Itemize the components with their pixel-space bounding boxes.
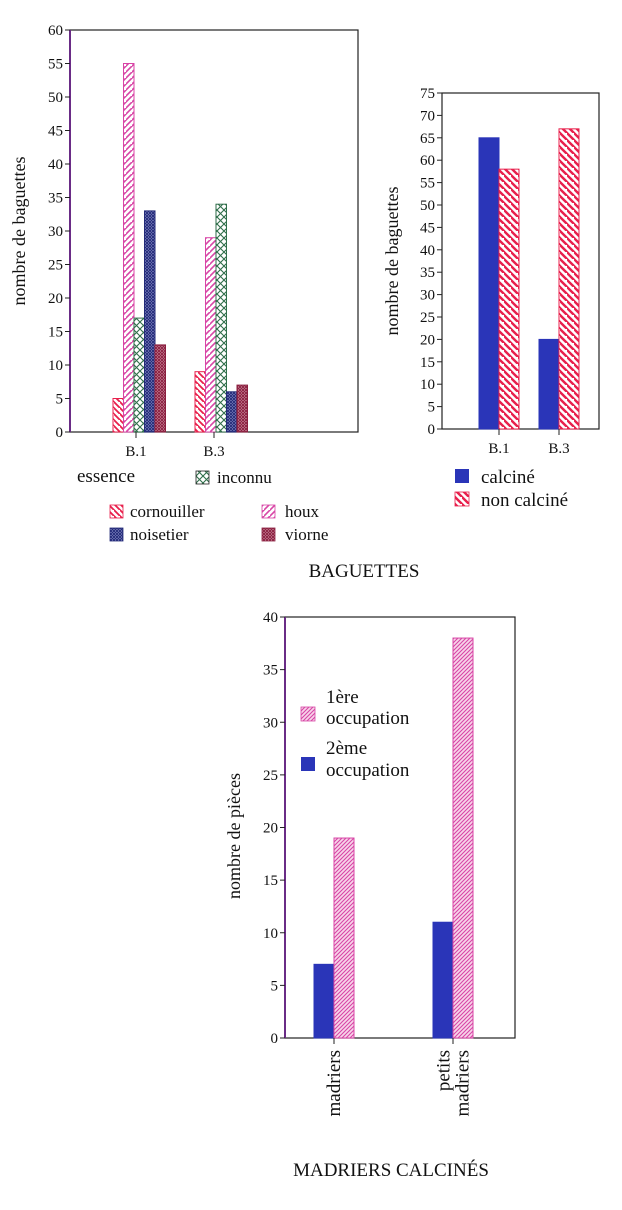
chart2-ytick-0: 0 xyxy=(427,422,435,438)
legend-swatch-2eme xyxy=(301,757,315,771)
legend-swatch-inconnu xyxy=(196,471,209,484)
chart2-ytick-55: 55 xyxy=(420,175,435,192)
chart1-bar-viorne-b-1 xyxy=(155,345,166,432)
chart3-bar-2eme-occupation-petits-madriers xyxy=(433,922,453,1038)
chart2-bar-calcine-b-1 xyxy=(479,138,499,429)
chart2-bar-non-calcine-b-1 xyxy=(499,169,519,429)
legend-label-houx: houx xyxy=(285,502,319,521)
section-title-baguettes: BAGUETTES xyxy=(308,561,420,582)
legend-item-non-calcine xyxy=(455,490,568,511)
chart1-category-b-1: B.1 xyxy=(125,444,147,460)
chart1-ytick-50: 50 xyxy=(48,90,63,106)
chart1-category-b-3: B.3 xyxy=(203,444,225,460)
chart-calcination xyxy=(382,86,599,511)
chart3-ytick-35: 35 xyxy=(263,662,278,679)
chart2-ytick-40: 40 xyxy=(420,242,435,259)
chart-madriers xyxy=(224,610,515,1116)
chart3-y-ticks xyxy=(263,610,285,1047)
chart1-bars xyxy=(113,64,248,433)
legend-label-noisetier: noisetier xyxy=(130,525,189,544)
chart2-bar-non-calcine-b-3 xyxy=(559,129,579,429)
chart1-bar-cornouiller-b-1 xyxy=(113,399,124,433)
chart2-bars xyxy=(479,129,579,429)
chart3-ytick-15: 15 xyxy=(263,873,278,890)
chart3-ytick-20: 20 xyxy=(263,820,278,837)
legend-label-calcine: calciné xyxy=(481,467,535,488)
legend-swatch-houx xyxy=(262,505,275,518)
chart3-ytick-25: 25 xyxy=(263,767,278,784)
legend-label-cornouiller: cornouiller xyxy=(130,502,205,521)
chart3-categories xyxy=(324,1038,474,1116)
chart2-ytick-25: 25 xyxy=(420,310,435,326)
chart3-y-axis-label: nombre de pièces xyxy=(224,773,244,899)
legend-label-1ere-line1: 1ère xyxy=(326,687,359,708)
chart1-bar-noisetier-b-3 xyxy=(227,392,238,432)
chart1-ytick-5: 5 xyxy=(55,391,63,408)
chart1-bar-cornouiller-b-3 xyxy=(195,372,206,432)
legend-label-non-calcine: non calciné xyxy=(481,490,569,511)
chart1-ytick-15: 15 xyxy=(48,324,63,341)
chart-essence xyxy=(9,23,358,544)
legend-item-1ere-occupation xyxy=(301,687,410,729)
chart2-bar-calcine-b-3 xyxy=(539,339,559,429)
legend-swatch-noisetier xyxy=(110,528,123,541)
legend-swatch-1ere xyxy=(301,707,315,721)
legend-item-cornouiller xyxy=(110,502,205,521)
chart2-ytick-30: 30 xyxy=(420,287,435,304)
chart3-bar-2eme-occupation-madriers xyxy=(314,964,334,1038)
chart1-ytick-25: 25 xyxy=(48,257,63,274)
chart3-bar-1ere-occupation-petits-madriers xyxy=(453,638,473,1038)
chart2-ytick-35: 35 xyxy=(420,265,435,282)
chart1-ytick-45: 45 xyxy=(48,123,63,140)
chart1-ytick-30: 30 xyxy=(48,224,63,240)
chart2-y-axis-label: nombre de baguettes xyxy=(382,186,402,336)
legend-swatch-calcine xyxy=(455,469,469,483)
chart1-ytick-10: 10 xyxy=(48,358,63,374)
chart3-ytick-5: 5 xyxy=(270,978,278,995)
chart1-ytick-0: 0 xyxy=(55,425,63,441)
chart2-categories xyxy=(488,429,569,457)
chart2-ytick-5: 5 xyxy=(427,399,435,416)
chart2-ytick-50: 50 xyxy=(420,198,435,214)
legend-label-2eme-line1: 2ème xyxy=(326,738,368,759)
chart2-ytick-65: 65 xyxy=(420,130,435,147)
chart3-ytick-40: 40 xyxy=(263,610,278,626)
chart3-ytick-30: 30 xyxy=(263,715,278,732)
legend-swatch-viorne xyxy=(262,528,275,541)
chart3-category-petits-madriers-0: petits xyxy=(433,1050,455,1092)
chart2-ytick-20: 20 xyxy=(420,332,435,349)
legend-swatch-non-calcine xyxy=(455,492,469,506)
chart1-ytick-35: 35 xyxy=(48,190,63,207)
chart2-ytick-10: 10 xyxy=(420,377,435,394)
legend-item-viorne xyxy=(262,525,328,544)
chart2-ytick-15: 15 xyxy=(420,354,435,371)
chart2-ytick-60: 60 xyxy=(420,153,435,170)
chart3-ytick-0: 0 xyxy=(270,1031,278,1047)
chart1-y-axis-label: nombre de baguettes xyxy=(9,156,29,306)
chart1-categories xyxy=(125,432,224,460)
chart1-bar-houx-b-1 xyxy=(124,64,135,433)
legend-label-2eme-line2: occupation xyxy=(326,760,410,781)
chart2-category-b-1: B.1 xyxy=(488,441,510,457)
chart3-bar-1ere-occupation-madriers xyxy=(334,838,354,1038)
chart2-category-b-3: B.3 xyxy=(548,441,570,457)
legend-item-inconnu xyxy=(196,468,272,487)
chart1-ytick-20: 20 xyxy=(48,291,63,307)
chart3-category-petits-madriers-1: madriers xyxy=(452,1050,474,1117)
chart1-bar-inconnu-b-3 xyxy=(216,204,227,432)
section-title-madriers: MADRIERS CALCINÉS xyxy=(293,1160,489,1181)
chart1-y-ticks xyxy=(48,23,70,441)
chart2-ytick-70: 70 xyxy=(420,108,435,125)
legend-item-houx xyxy=(262,502,320,521)
chart1-legend-title: essence xyxy=(77,466,136,487)
chart1-bar-inconnu-b-1 xyxy=(134,318,145,432)
legend-label-viorne: viorne xyxy=(285,525,329,544)
legend-item-calcine xyxy=(455,467,535,488)
chart1-bar-houx-b-3 xyxy=(206,238,217,432)
legend-item-noisetier xyxy=(110,525,189,544)
legend-item-2eme-occupation xyxy=(301,738,410,781)
chart3-category-madriers-0: madriers xyxy=(324,1050,345,1117)
chart2-ytick-45: 45 xyxy=(420,220,435,237)
chart1-ytick-40: 40 xyxy=(48,157,63,173)
legend-label-inconnu: inconnu xyxy=(217,468,272,487)
chart3-ytick-10: 10 xyxy=(263,925,278,942)
chart1-bar-viorne-b-3 xyxy=(237,385,248,432)
chart2-y-ticks xyxy=(420,86,442,438)
legend-swatch-cornouiller xyxy=(110,505,123,518)
chart2-ytick-75: 75 xyxy=(420,86,435,102)
legend-label-1ere-line2: occupation xyxy=(326,708,410,729)
chart1-bar-noisetier-b-1 xyxy=(145,211,156,432)
chart1-ytick-60: 60 xyxy=(48,23,63,39)
chart1-ytick-55: 55 xyxy=(48,56,63,73)
